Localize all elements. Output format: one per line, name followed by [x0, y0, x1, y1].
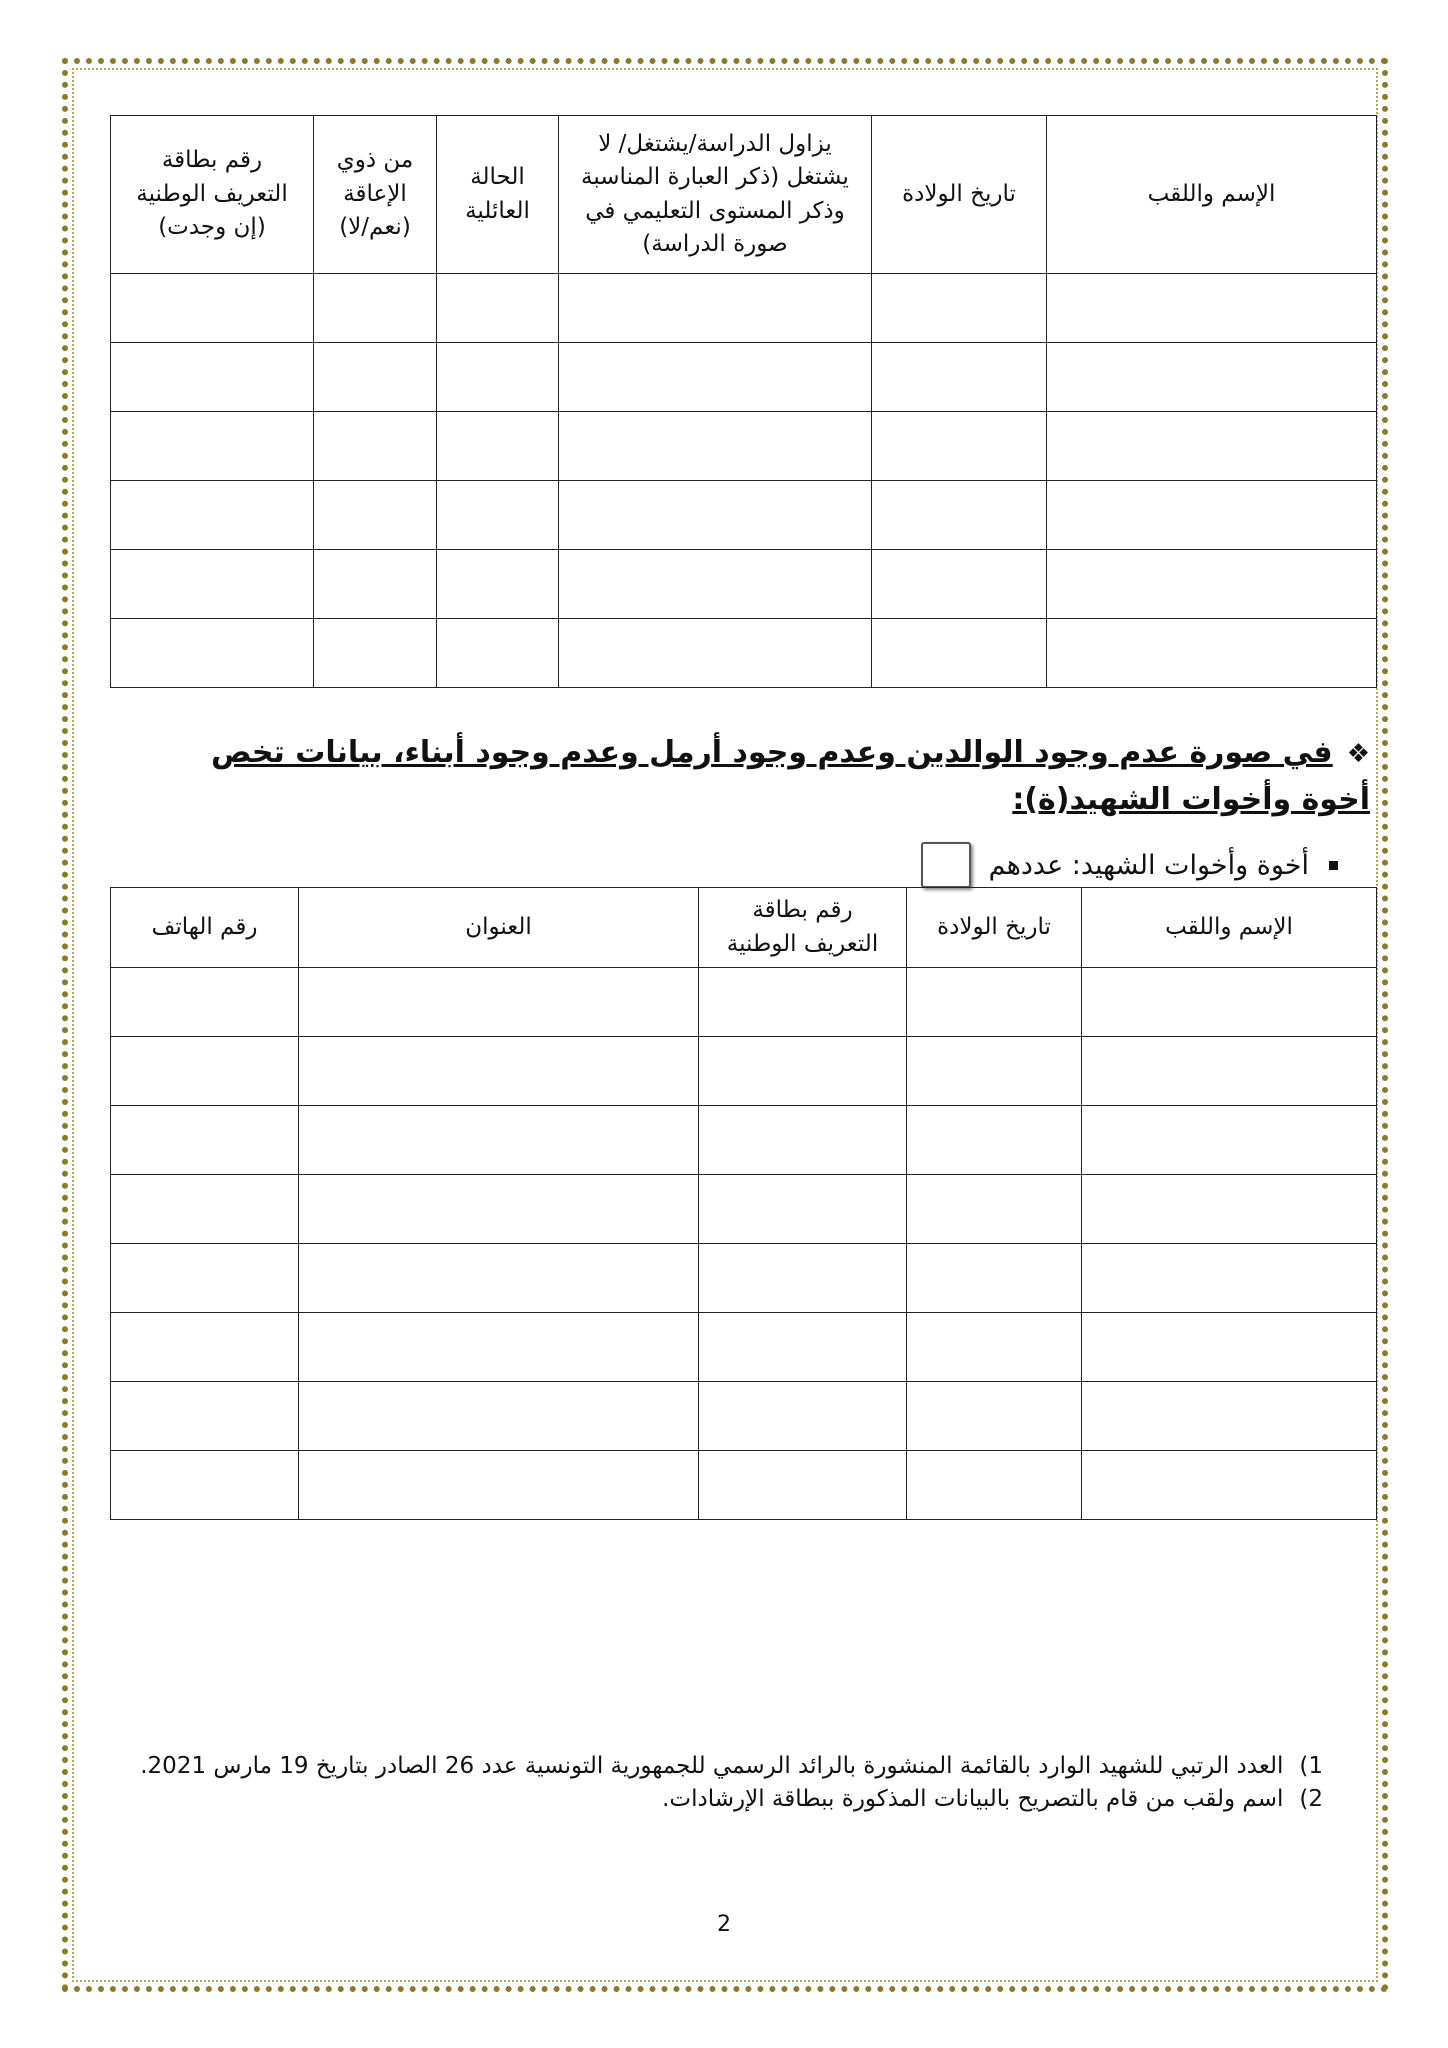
table-row: [111, 968, 1377, 1037]
table-cell[interactable]: [1082, 968, 1377, 1037]
table-cell[interactable]: [111, 1382, 299, 1451]
table-cell[interactable]: [872, 343, 1047, 412]
table-cell[interactable]: [907, 1244, 1082, 1313]
table-cell[interactable]: [314, 550, 437, 619]
table-row: [111, 274, 1377, 343]
table-cell[interactable]: [872, 619, 1047, 688]
table-cell[interactable]: [559, 550, 872, 619]
table-cell[interactable]: [111, 1313, 299, 1382]
table-cell[interactable]: [1082, 1382, 1377, 1451]
table-cell[interactable]: [299, 1037, 699, 1106]
table-cell[interactable]: [437, 550, 559, 619]
table-cell[interactable]: [699, 1313, 907, 1382]
table-cell[interactable]: [907, 1037, 1082, 1106]
table-cell[interactable]: [111, 1106, 299, 1175]
table-cell[interactable]: [314, 619, 437, 688]
table-row: [111, 550, 1377, 619]
table-cell[interactable]: [299, 1382, 699, 1451]
table-cell[interactable]: [437, 274, 559, 343]
footnote-text: العدد الرتبي للشهيد الوارد بالقائمة المنشورة بالرائد الرسمي للجمهورية التونسية عدد 26 الصادر بتاريخ 19 مارس 2021.: [140, 1753, 1284, 1779]
siblings-section-heading: [140, 730, 1370, 823]
header-birth-date: تاريخ الولادة: [872, 116, 1047, 274]
siblings-count-line: [921, 842, 1338, 888]
table-cell[interactable]: [699, 1244, 907, 1313]
table-row: [111, 1382, 1377, 1451]
table-cell[interactable]: [314, 274, 437, 343]
table-cell[interactable]: [111, 481, 314, 550]
table-cell[interactable]: [1047, 343, 1377, 412]
footnote-number: 2): [1299, 1786, 1323, 1813]
table-cell[interactable]: [872, 412, 1047, 481]
table-cell[interactable]: [314, 481, 437, 550]
footnote-text: اسم ولقب من قام بالتصريح بالبيانات المذكورة ببطاقة الإرشادات.: [662, 1786, 1284, 1813]
table-header-row: [111, 888, 1377, 968]
footnote-2: [123, 1783, 1323, 1816]
table-cell[interactable]: [907, 1451, 1082, 1520]
header-id-card: رقم بطاقة التعريف الوطنية (إن وجدت): [111, 116, 314, 274]
table-row: [111, 1244, 1377, 1313]
footnotes: [123, 1750, 1323, 1817]
table-cell[interactable]: [699, 1106, 907, 1175]
table-row: [111, 481, 1377, 550]
header-marital-status: الحالة العائلية: [437, 116, 559, 274]
table-cell[interactable]: [1047, 481, 1377, 550]
table-row: [111, 1175, 1377, 1244]
table-header-row: [111, 116, 1377, 274]
table-cell[interactable]: [111, 1175, 299, 1244]
table-cell[interactable]: [559, 274, 872, 343]
table-cell[interactable]: [872, 550, 1047, 619]
table-cell[interactable]: [559, 619, 872, 688]
table-cell[interactable]: [299, 1106, 699, 1175]
square-bullet-icon: [1329, 861, 1338, 870]
table-cell[interactable]: [111, 274, 314, 343]
table-row: [111, 412, 1377, 481]
table-cell[interactable]: [872, 481, 1047, 550]
table-cell[interactable]: [437, 619, 559, 688]
table-cell[interactable]: [299, 1244, 699, 1313]
table-cell[interactable]: [314, 412, 437, 481]
header-id-card: رقم بطاقة التعريف الوطنية: [699, 888, 907, 968]
table-cell[interactable]: [872, 274, 1047, 343]
table-cell[interactable]: [1082, 1451, 1377, 1520]
table-cell[interactable]: [111, 1244, 299, 1313]
table-cell[interactable]: [559, 412, 872, 481]
siblings-table: [110, 887, 1377, 1520]
table-cell[interactable]: [299, 1175, 699, 1244]
table-cell[interactable]: [111, 343, 314, 412]
table-cell[interactable]: [1082, 1175, 1377, 1244]
header-phone: رقم الهاتف: [111, 888, 299, 968]
table-cell[interactable]: [111, 412, 314, 481]
header-occupation-status: يزاول الدراسة/يشتغل/ لا يشتغل (ذكر العبارة المناسبة وذكر المستوى التعليمي في صورة الدراسة): [559, 116, 872, 274]
table-cell[interactable]: [907, 968, 1082, 1037]
siblings-count-label: أخوة وأخوات الشهيد: عددهم: [988, 849, 1309, 881]
table-cell[interactable]: [907, 1106, 1082, 1175]
header-name: الإسم واللقب: [1047, 116, 1377, 274]
table-cell[interactable]: [1082, 1244, 1377, 1313]
table-cell[interactable]: [111, 1451, 299, 1520]
table-cell[interactable]: [111, 1037, 299, 1106]
table-cell[interactable]: [699, 1382, 907, 1451]
table-row: [111, 343, 1377, 412]
table-cell[interactable]: [1047, 619, 1377, 688]
header-address: العنوان: [299, 888, 699, 968]
table-row: [111, 1106, 1377, 1175]
diamond-bullet-icon: ❖: [1346, 739, 1370, 769]
table-cell[interactable]: [1082, 1106, 1377, 1175]
table-cell[interactable]: [437, 343, 559, 412]
children-table: [110, 115, 1377, 688]
page-number: 2: [717, 1912, 731, 1937]
table-cell[interactable]: [699, 1175, 907, 1244]
table-cell[interactable]: [111, 968, 299, 1037]
table-row: [111, 1313, 1377, 1382]
header-disability: من ذوي الإعاقة (نعم/لا): [314, 116, 437, 274]
table-row: [111, 1451, 1377, 1520]
table-cell[interactable]: [907, 1175, 1082, 1244]
table-cell[interactable]: [1082, 1037, 1377, 1106]
table-row: [111, 1037, 1377, 1106]
siblings-count-box[interactable]: [921, 842, 971, 888]
footnote-1: [123, 1750, 1323, 1783]
table-cell[interactable]: [111, 550, 314, 619]
table-cell[interactable]: [907, 1313, 1082, 1382]
table-cell[interactable]: [699, 1037, 907, 1106]
table-cell[interactable]: [699, 1451, 907, 1520]
section-heading-text: في صورة عدم وجود الوالدين وعدم وجود أرمل وعدم وجود أبناء، بيانات تخص أخوة وأخوات الشهيد(ة):: [210, 735, 1370, 817]
table-cell[interactable]: [1047, 412, 1377, 481]
table-row: [111, 619, 1377, 688]
header-birth-date: تاريخ الولادة: [907, 888, 1082, 968]
table-cell[interactable]: [299, 1451, 699, 1520]
table-cell[interactable]: [907, 1382, 1082, 1451]
table-cell[interactable]: [299, 1313, 699, 1382]
footnote-number: 1): [1299, 1753, 1323, 1779]
table-cell[interactable]: [437, 481, 559, 550]
table-cell[interactable]: [1047, 274, 1377, 343]
table-cell[interactable]: [314, 343, 437, 412]
table-cell[interactable]: [1082, 1313, 1377, 1382]
table-cell[interactable]: [299, 968, 699, 1037]
table-cell[interactable]: [559, 481, 872, 550]
table-cell[interactable]: [1047, 550, 1377, 619]
table-cell[interactable]: [699, 968, 907, 1037]
table-cell[interactable]: [437, 412, 559, 481]
table-cell[interactable]: [559, 343, 872, 412]
header-name: الإسم واللقب: [1082, 888, 1377, 968]
table-cell[interactable]: [111, 619, 314, 688]
